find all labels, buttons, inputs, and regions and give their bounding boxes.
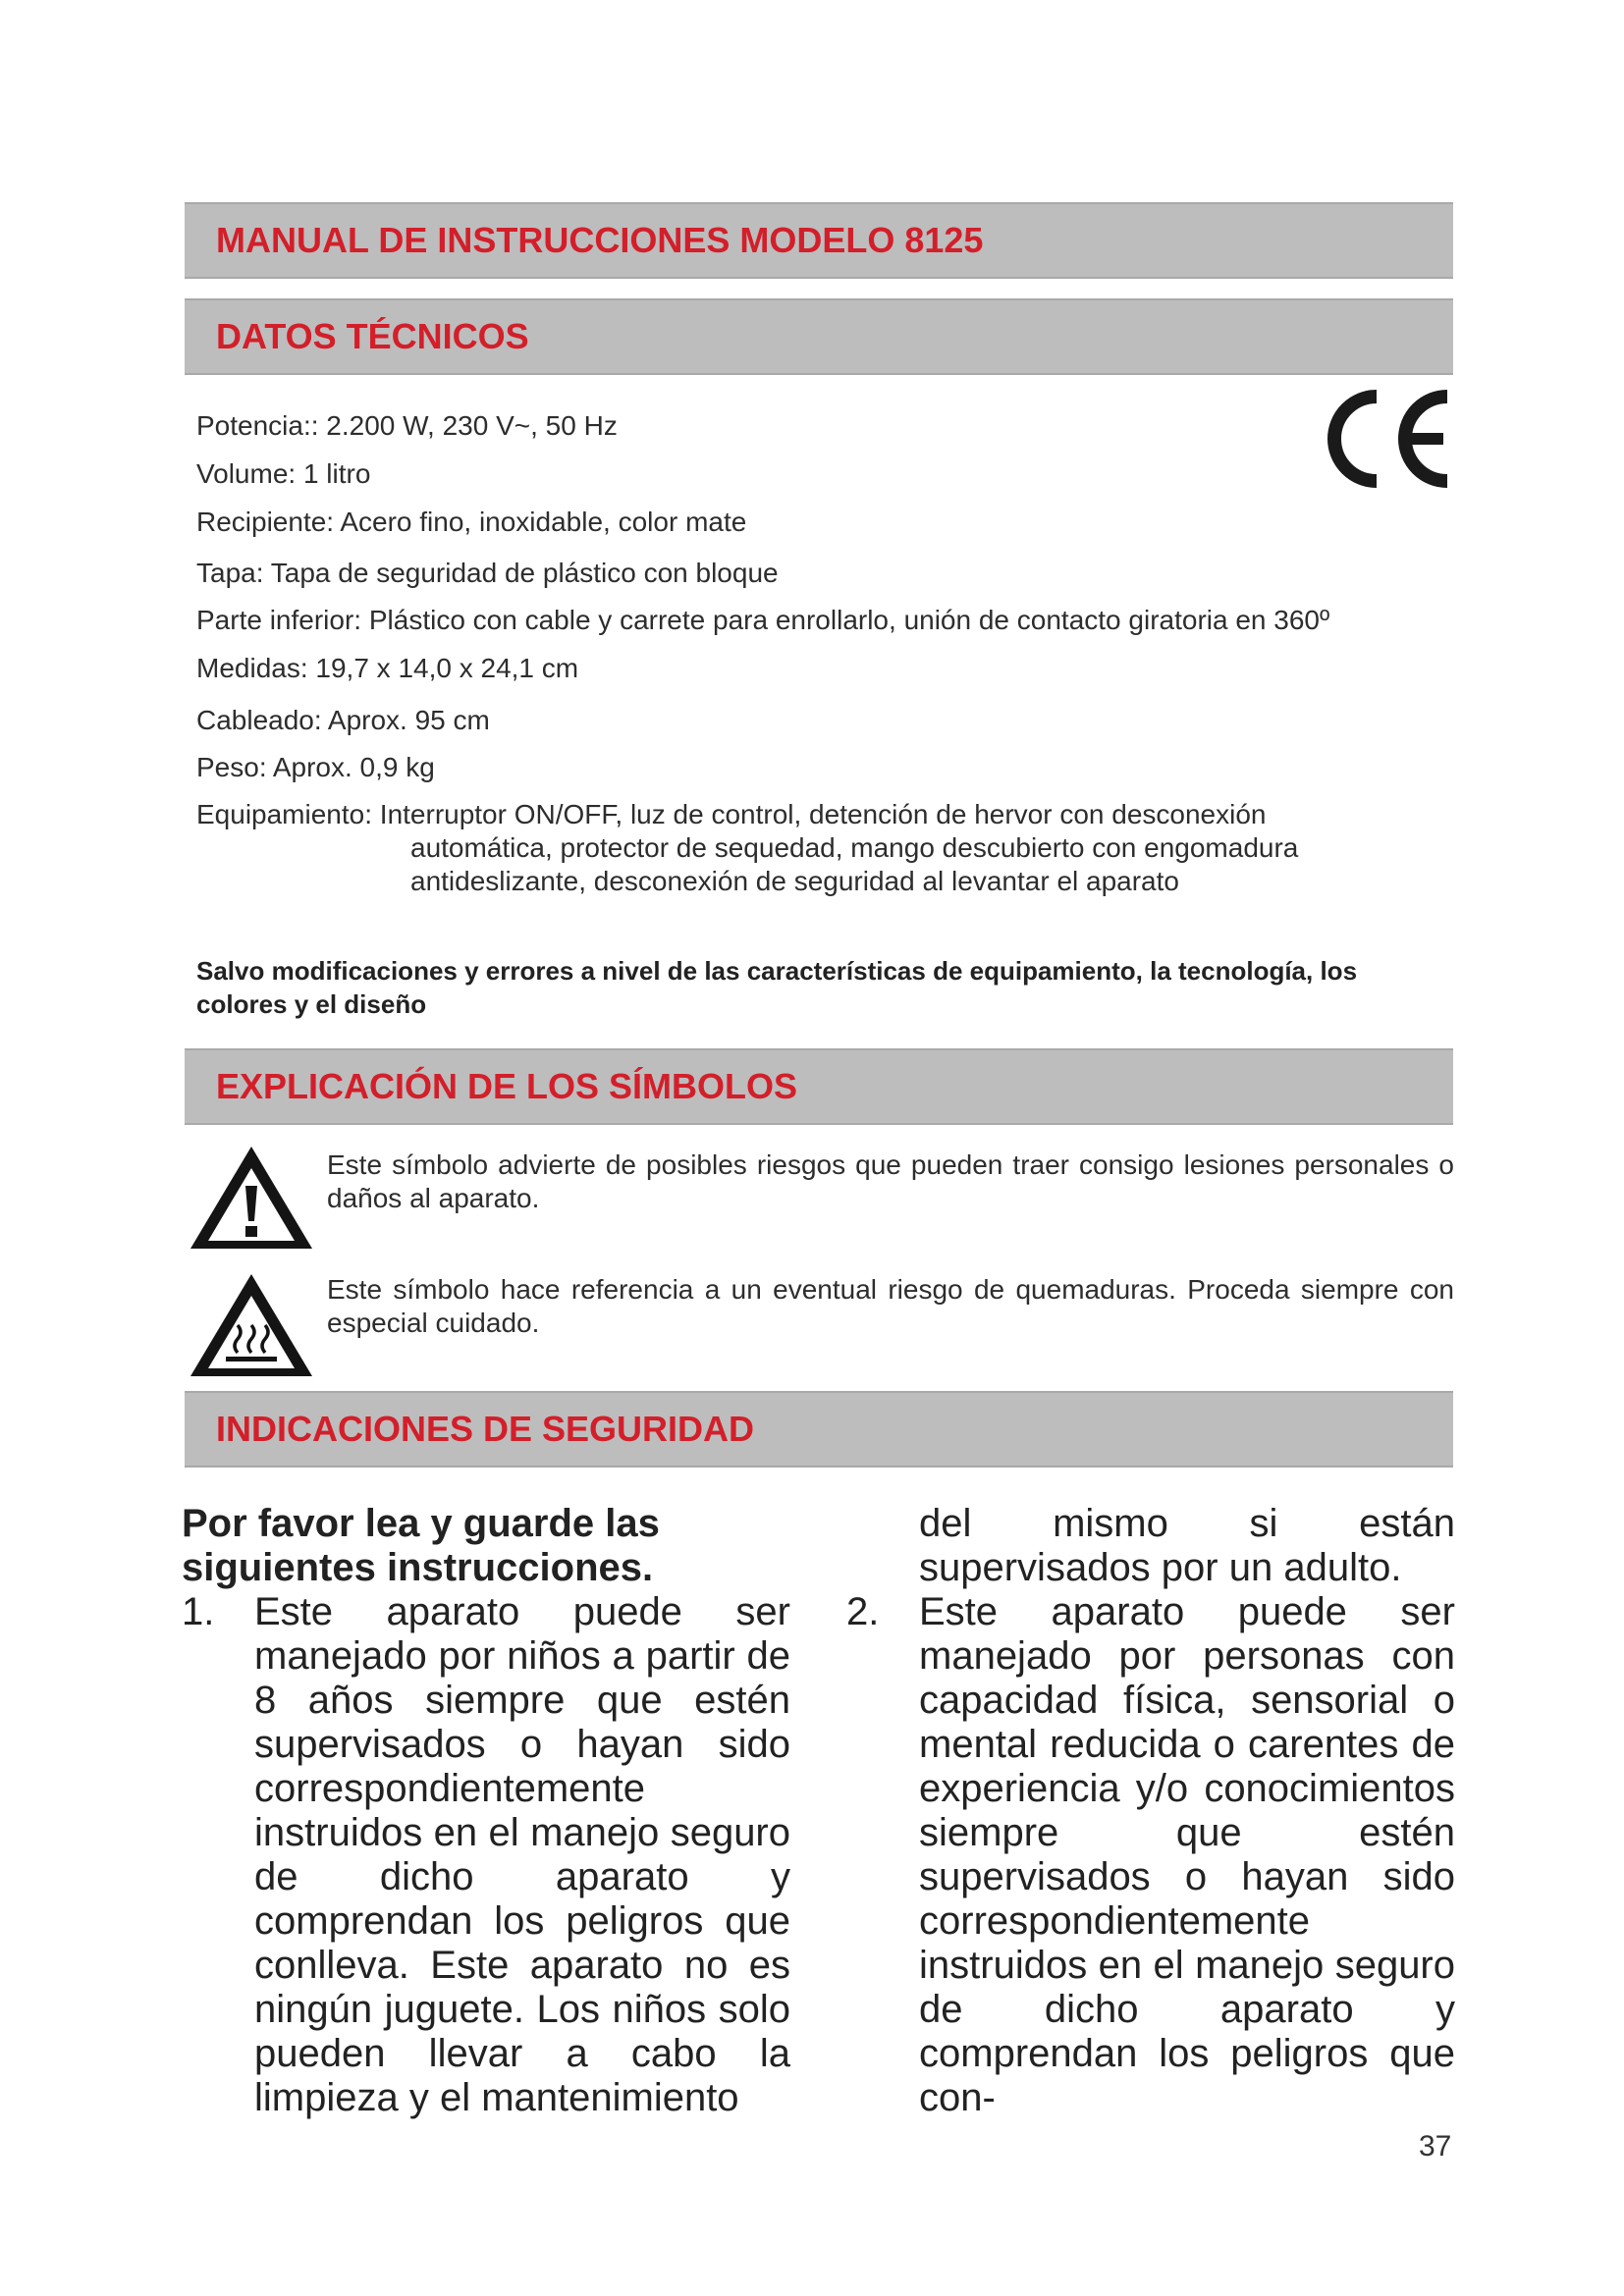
hot-surface-icon bbox=[187, 1270, 316, 1380]
spec-peso: Peso: Aprox. 0,9 kg bbox=[196, 752, 435, 782]
spec-volume: Volume: 1 litro bbox=[196, 458, 371, 489]
symbols-band bbox=[185, 1048, 1453, 1125]
safety-item-1-number: 1. bbox=[182, 1590, 215, 1633]
warning-exclamation-icon bbox=[187, 1143, 316, 1253]
spec-equipamiento: Equipamiento: Interruptor ON/OFF, luz de control, detención de hervor con desconexión bbox=[196, 799, 1267, 829]
spec-tapa: Tapa: Tapa de seguridad de plástico con bloque bbox=[196, 558, 779, 588]
spec-potencia: Potencia:: 2.200 W, 230 V~, 50 Hz bbox=[196, 410, 618, 441]
spec-equipamiento-cont-1: automática, protector de sequedad, mango descubierto con engomadura bbox=[410, 832, 1299, 863]
symbol-text-warning: Este símbolo advierte de posibles riesgos que pueden traer consigo lesiones personales o daños al aparato. bbox=[327, 1149, 1454, 1213]
safety-column-right bbox=[846, 1502, 1455, 2120]
symbols-title: EXPLICACIÓN DE LOS SÍMBOLOS bbox=[216, 1066, 798, 1106]
spec-medidas: Medidas: 19,7 x 14,0 x 24,1 cm bbox=[196, 653, 579, 683]
safety-column-left bbox=[182, 1502, 790, 2120]
page-number: 37 bbox=[1419, 2130, 1452, 2163]
spec-parte-inferior: Parte inferior: Plástico con cable y carrete para enrollarlo, unión de contacto giratoria en 360º bbox=[196, 605, 1330, 635]
safety-intro: Por favor lea y guarde las siguientes instrucciones. bbox=[182, 1502, 660, 1589]
disclaimer-note: Salvo modificaciones y errores a nivel de las características de equipamiento, la tecnología, los colores y el diseño bbox=[196, 956, 1358, 1019]
manual-title-band bbox=[185, 202, 1453, 279]
symbol-text-hot-surface: Este símbolo hace referencia a un eventual riesgo de quemaduras. Proceda siempre con especial cuidado. bbox=[327, 1274, 1454, 1338]
ce-mark-icon bbox=[1322, 389, 1455, 489]
safety-item-2 bbox=[846, 1590, 1455, 2120]
tech-data-band bbox=[185, 298, 1453, 375]
safety-item-1-continuation: del mismo si están supervisados por un adulto. bbox=[919, 1502, 1455, 1589]
spec-equipamiento-cont-2: antideslizante, desconexión de seguridad al levantar el aparato bbox=[410, 866, 1179, 896]
safety-item-2-text: Este aparato puede ser manejado por personas con capacidad física, sensorial o mental reducida o carentes de experiencia y/o conocimientos siempre que estén supervisados o hayan sido correspondientemente instruidos en el manejo seguro de dicho aparato y comprendan los peligros que con- bbox=[919, 1590, 1455, 2119]
safety-item-1-text: Este aparato puede ser manejado por niños a partir de 8 años siempre que estén supervisados o hayan sido correspondientemente instruidos en el manejo seguro de dicho aparato y comprendan los peligros que conlleva. Este aparato no es ningún juguete. Los niños solo pueden llevar a cabo la limpieza y el mantenimiento bbox=[254, 1590, 790, 2119]
manual-title: MANUAL DE INSTRUCCIONES MODELO 8125 bbox=[216, 220, 984, 260]
tech-data-title: DATOS TÉCNICOS bbox=[216, 316, 529, 356]
spec-cableado: Cableado: Aprox. 95 cm bbox=[196, 705, 490, 735]
safety-item-1 bbox=[182, 1590, 790, 2120]
spec-recipiente: Recipiente: Acero fino, inoxidable, color mate bbox=[196, 507, 747, 537]
safety-title: INDICACIONES DE SEGURIDAD bbox=[216, 1409, 755, 1449]
safety-band bbox=[185, 1391, 1453, 1468]
safety-item-2-number: 2. bbox=[846, 1590, 880, 1633]
